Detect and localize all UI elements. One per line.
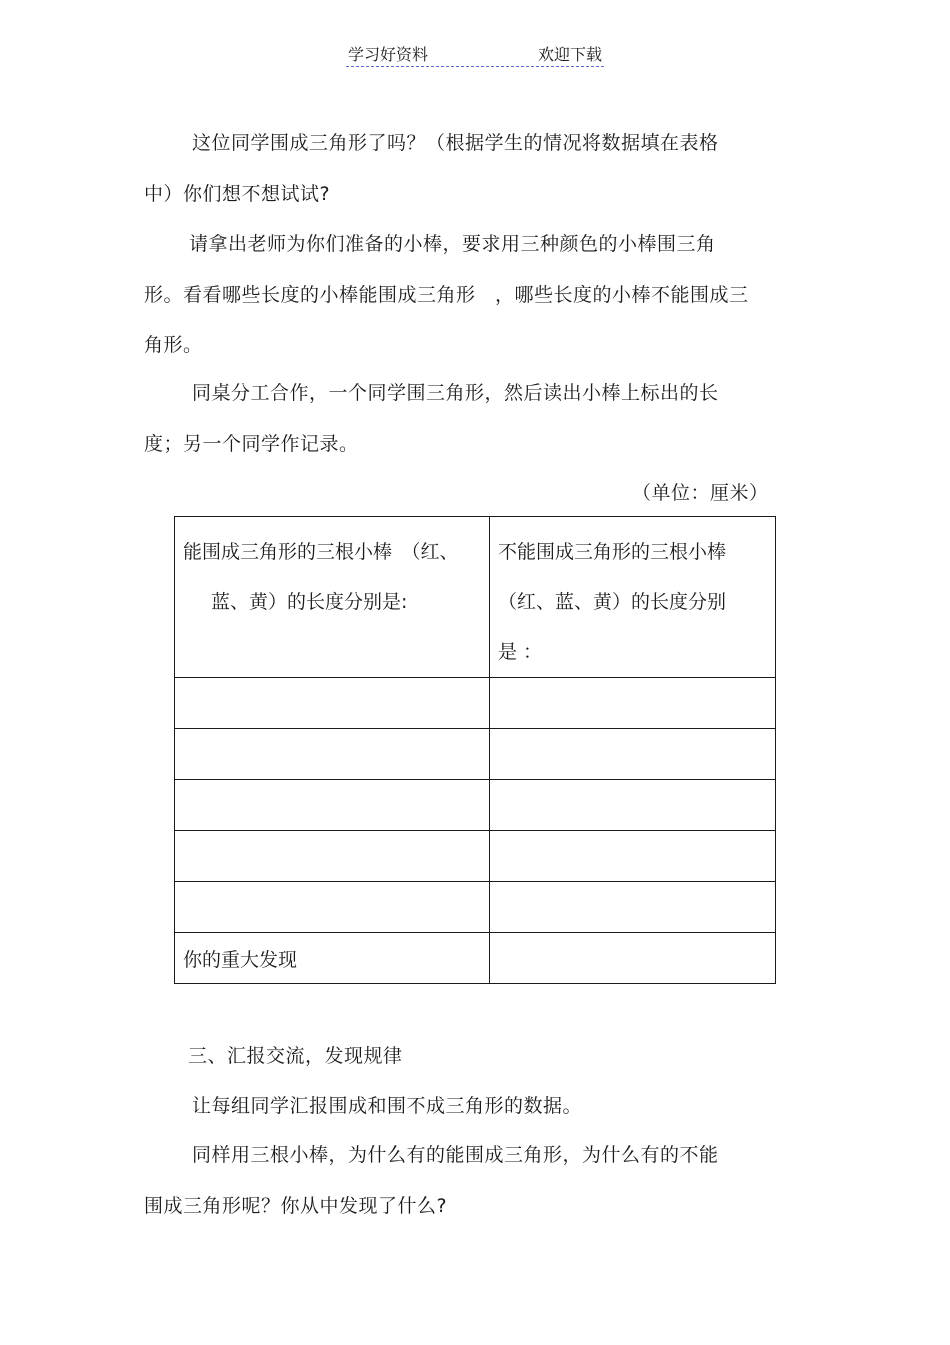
table-header-row bbox=[175, 517, 776, 678]
blank-cell[interactable] bbox=[175, 831, 490, 882]
blank-cell[interactable] bbox=[175, 882, 490, 933]
paragraph-line: 角形。 bbox=[144, 334, 203, 356]
blank-cell[interactable] bbox=[175, 678, 490, 729]
discovery-label: 你的重大发现 bbox=[183, 948, 298, 971]
header-cell-text: 能围成三角形的三根小棒 （红、 bbox=[183, 541, 459, 563]
paragraph-line: 度；另一个同学作记录。 bbox=[144, 433, 359, 455]
header-right-text: 欢迎下载 bbox=[537, 45, 602, 64]
page-header bbox=[346, 42, 604, 67]
header-cell-text: 蓝、黄）的长度分别是: bbox=[211, 591, 408, 613]
section-heading: 三、汇报交流，发现规律 bbox=[188, 1045, 403, 1067]
paragraph-line: 这位同学围成三角形了吗？（根据学生的情况将数据填在表格 bbox=[192, 132, 719, 154]
table-row bbox=[175, 780, 776, 831]
table-row bbox=[175, 729, 776, 780]
paragraph-line: 同桌分工合作，一个同学围三角形，然后读出小棒上标出的长 bbox=[192, 382, 719, 404]
paragraph-line: 围成三角形呢？你从中发现了什么? bbox=[144, 1195, 448, 1217]
table-row bbox=[175, 678, 776, 729]
table-row bbox=[175, 831, 776, 882]
blank-cell[interactable] bbox=[490, 729, 776, 780]
unit-label: （单位：厘米） bbox=[632, 482, 769, 504]
blank-cell[interactable] bbox=[490, 678, 776, 729]
header-cell-text: 不能围成三角形的三根小棒 bbox=[498, 541, 727, 563]
header-cell-cannot-form bbox=[490, 517, 776, 678]
blank-cell[interactable] bbox=[175, 729, 490, 780]
blank-cell[interactable] bbox=[490, 831, 776, 882]
table-row bbox=[175, 882, 776, 933]
paragraph-line: 让每组同学汇报围成和围不成三角形的数据。 bbox=[192, 1095, 583, 1117]
record-table bbox=[174, 516, 776, 984]
discovery-label-cell bbox=[175, 933, 490, 984]
discovery-answer-cell[interactable] bbox=[490, 933, 776, 984]
table-row-discovery bbox=[175, 933, 776, 984]
blank-cell[interactable] bbox=[175, 780, 490, 831]
paragraph-line: 形。看看哪些长度的小棒能围成三角形 ，哪些长度的小棒不能围成三 bbox=[144, 284, 749, 306]
header-cell-text: 是 ： bbox=[498, 641, 543, 663]
blank-cell[interactable] bbox=[490, 780, 776, 831]
paragraph-line: 请拿出老师为你们准备的小棒，要求用三种颜色的小棒围三角 bbox=[189, 233, 716, 255]
paragraph-line: 同样用三根小棒，为什么有的能围成三角形，为什么有的不能 bbox=[192, 1144, 719, 1166]
header-cell-can-form bbox=[175, 517, 490, 678]
blank-cell[interactable] bbox=[490, 882, 776, 933]
paragraph-line: 中）你们想不想试试? bbox=[144, 183, 331, 205]
header-cell-text: （红、蓝、黄）的长度分别 bbox=[498, 591, 727, 613]
header-left-text: 学习好资料 bbox=[348, 45, 429, 64]
